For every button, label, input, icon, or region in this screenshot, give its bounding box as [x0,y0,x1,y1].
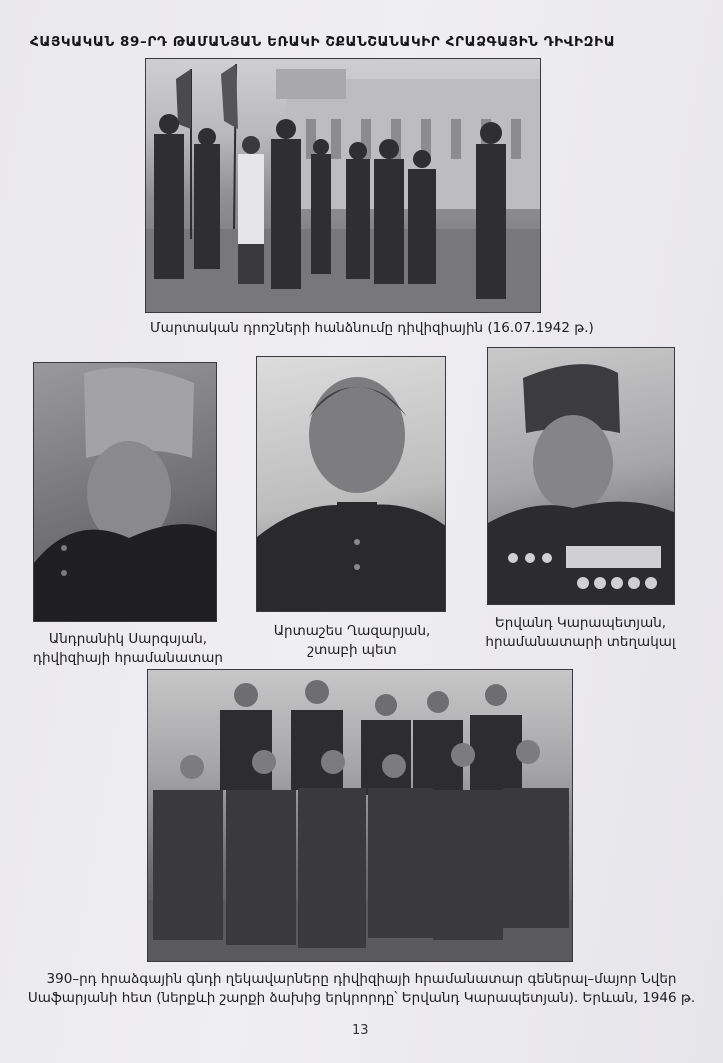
group-caption [20,970,703,1008]
portrait-photo-1 [33,362,217,622]
portrait-1-caption [28,630,228,668]
parade-photo-image [146,59,541,313]
parade-caption-text: Մարտական դրոշների հանձնումը դիվիզիային (16.07.1942 թ.) [150,320,594,336]
portrait-3-image [488,348,675,605]
parade-photo [145,58,541,313]
page-number: 13 [352,1023,369,1038]
portrait-3-caption-line1: Երվանդ Կարապետյան, [494,615,667,631]
portrait-2-caption-line1: Արտաշես Ղազարյան, [273,623,431,639]
group-photo-image [148,670,573,962]
portrait-2-caption [252,622,452,660]
parade-caption [150,319,594,338]
group-photo [147,669,573,962]
portrait-2-caption-line2: շտաբի պետ [307,642,397,658]
group-caption-line1: 390–րդ հրաձգային գնդի ղեկավարները դիվիզիայի հրամանատար գեներալ–մայոր Նվեր [46,971,677,987]
portrait-2-image [257,357,446,612]
portrait-photo-2 [256,356,446,612]
portrait-1-caption-line2: դիվիզիայի հրամանատար [33,650,223,666]
group-caption-line2: Սաֆարյանի հետ (ներքևի շարքի ձախից երկրորդը՝ Երվանդ Կարապետյան). Երևան, 1946 թ. [27,990,696,1006]
portrait-1-caption-line1: Անդրանիկ Սարգսյան, [48,631,208,647]
portrait-1-image [34,363,217,622]
portrait-3-caption [478,614,683,652]
portrait-photo-3 [487,347,675,605]
portrait-3-caption-line2: հրամանատարի տեղակալ [485,634,676,650]
page-heading: ՀԱՅԿԱԿԱՆ 89–ՐԴ ԹԱՄԱՆՅԱՆ ԵՌԱԿԻ ՇՔԱՆՇԱՆԱԿԻՐ ՀՐԱՁԳԱՅԻՆ ԴԻՎԻԶԻԱ [30,34,616,50]
